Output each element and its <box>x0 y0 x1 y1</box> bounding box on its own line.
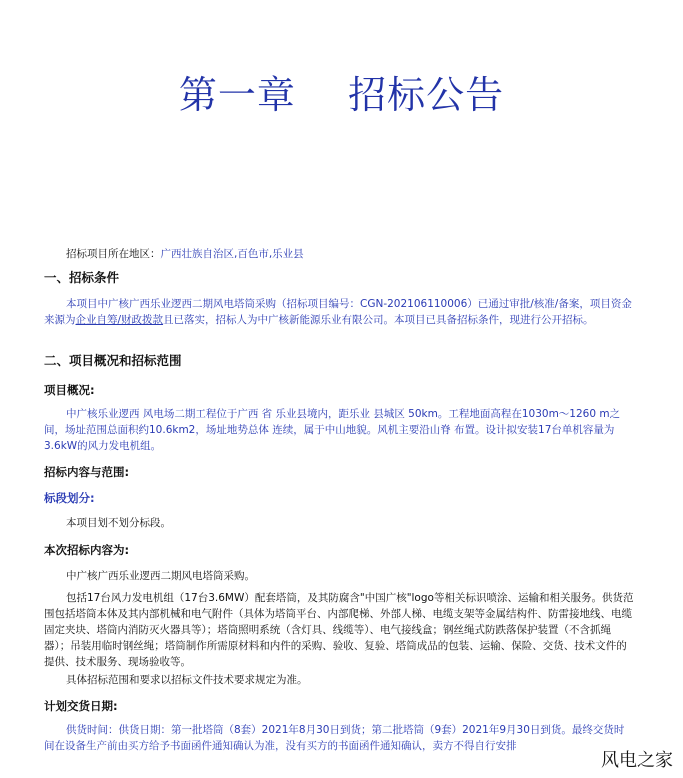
delivery-text: 供货时间：供货日期：第一批塔筒（8套）2021年8月30日到货；第二批塔筒（9套）2021年9月30日到货。最终交货时间在设备生产前由买方给予书面函件通知确认为准，没有买方的书面函件通知确认，卖方不得自行安排 <box>44 724 625 752</box>
content-line-1: 中广核广西乐业逻西二期风电塔筒采购。 <box>66 570 255 582</box>
section1-heading: 一、招标条件 <box>44 270 120 285</box>
content-heading: 本次招标内容为: <box>44 543 130 557</box>
delivery-heading: 计划交货日期: <box>44 699 118 713</box>
section1-text-2: 且已落实，招标人为 <box>163 314 258 326</box>
section1-funding: 企业自筹/财政拨款 <box>75 314 164 326</box>
lot-text: 本项目划不划分标段。 <box>66 517 171 529</box>
content-line-3: 具体招标范围和要求以招标文件技术要求规定为准。 <box>66 674 308 686</box>
location-value: 广西壮族自治区,百色市,乐业县 <box>160 248 304 260</box>
section1-text-3: 。本项目已具备招标条件，现进行公开招标。 <box>383 314 594 326</box>
section1-tenderer: 中广核新能源乐业有限公司 <box>257 314 384 326</box>
lot-heading: 标段划分: <box>44 491 95 505</box>
scope-heading: 招标内容与范围: <box>44 465 130 479</box>
location-line <box>66 246 304 262</box>
chapter-title: 第一章 招标公告 <box>178 73 505 117</box>
section1-paragraph <box>44 296 634 328</box>
section2-heading: 二、项目概况和招标范围 <box>44 353 182 368</box>
overview-text: 中广核乐业逻西 风电场二期工程位于广西 省 乐业县境内，距乐业 县城区 50km。工程地面高程在1030m～1260 m之间，场址范围总面积约10.6km2，场址地势总体 连续，属于中山地貌。风机主要沿山脊 布置。设计拟安装17台单机容量为3.6kW的风力发电机组。 <box>44 408 621 452</box>
content-line-2: 包括17台风力发电机组（17台3.6MW）配套塔筒，及其防腐含"中国广核"logo等相关标识喷涂、运输和相关服务。供货范围包括塔筒本体及其内部机械和电气附件（具体为塔筒平台、内部爬梯、外部人梯、电缆支架等金属结构件、防雷接地线、电缆固定夹块、塔筒内消防灭火器具等）；塔筒照明系统（含灯具、线缆等）、电气接线盒；钢丝绳式防跌落保护装置（不含抓绳器）；吊装用临时钢丝绳；塔筒制作所需原材料和内件的采购、验收、复验、塔筒成品的包装、运输、保险、交货、技术文件的提供、技术服务、现场验收等。 <box>44 592 634 668</box>
watermark-text: 风电之家 <box>601 750 673 771</box>
section1-text-1: 本项目中广核广西乐业逻西二期风电塔筒采购（招标项目编号：CGN-202106110006）已通过审批/核准/备案，项目资金来源为 <box>44 298 632 326</box>
location-label: 招标项目所在地区： <box>66 248 161 260</box>
overview-heading: 项目概况: <box>44 383 95 397</box>
